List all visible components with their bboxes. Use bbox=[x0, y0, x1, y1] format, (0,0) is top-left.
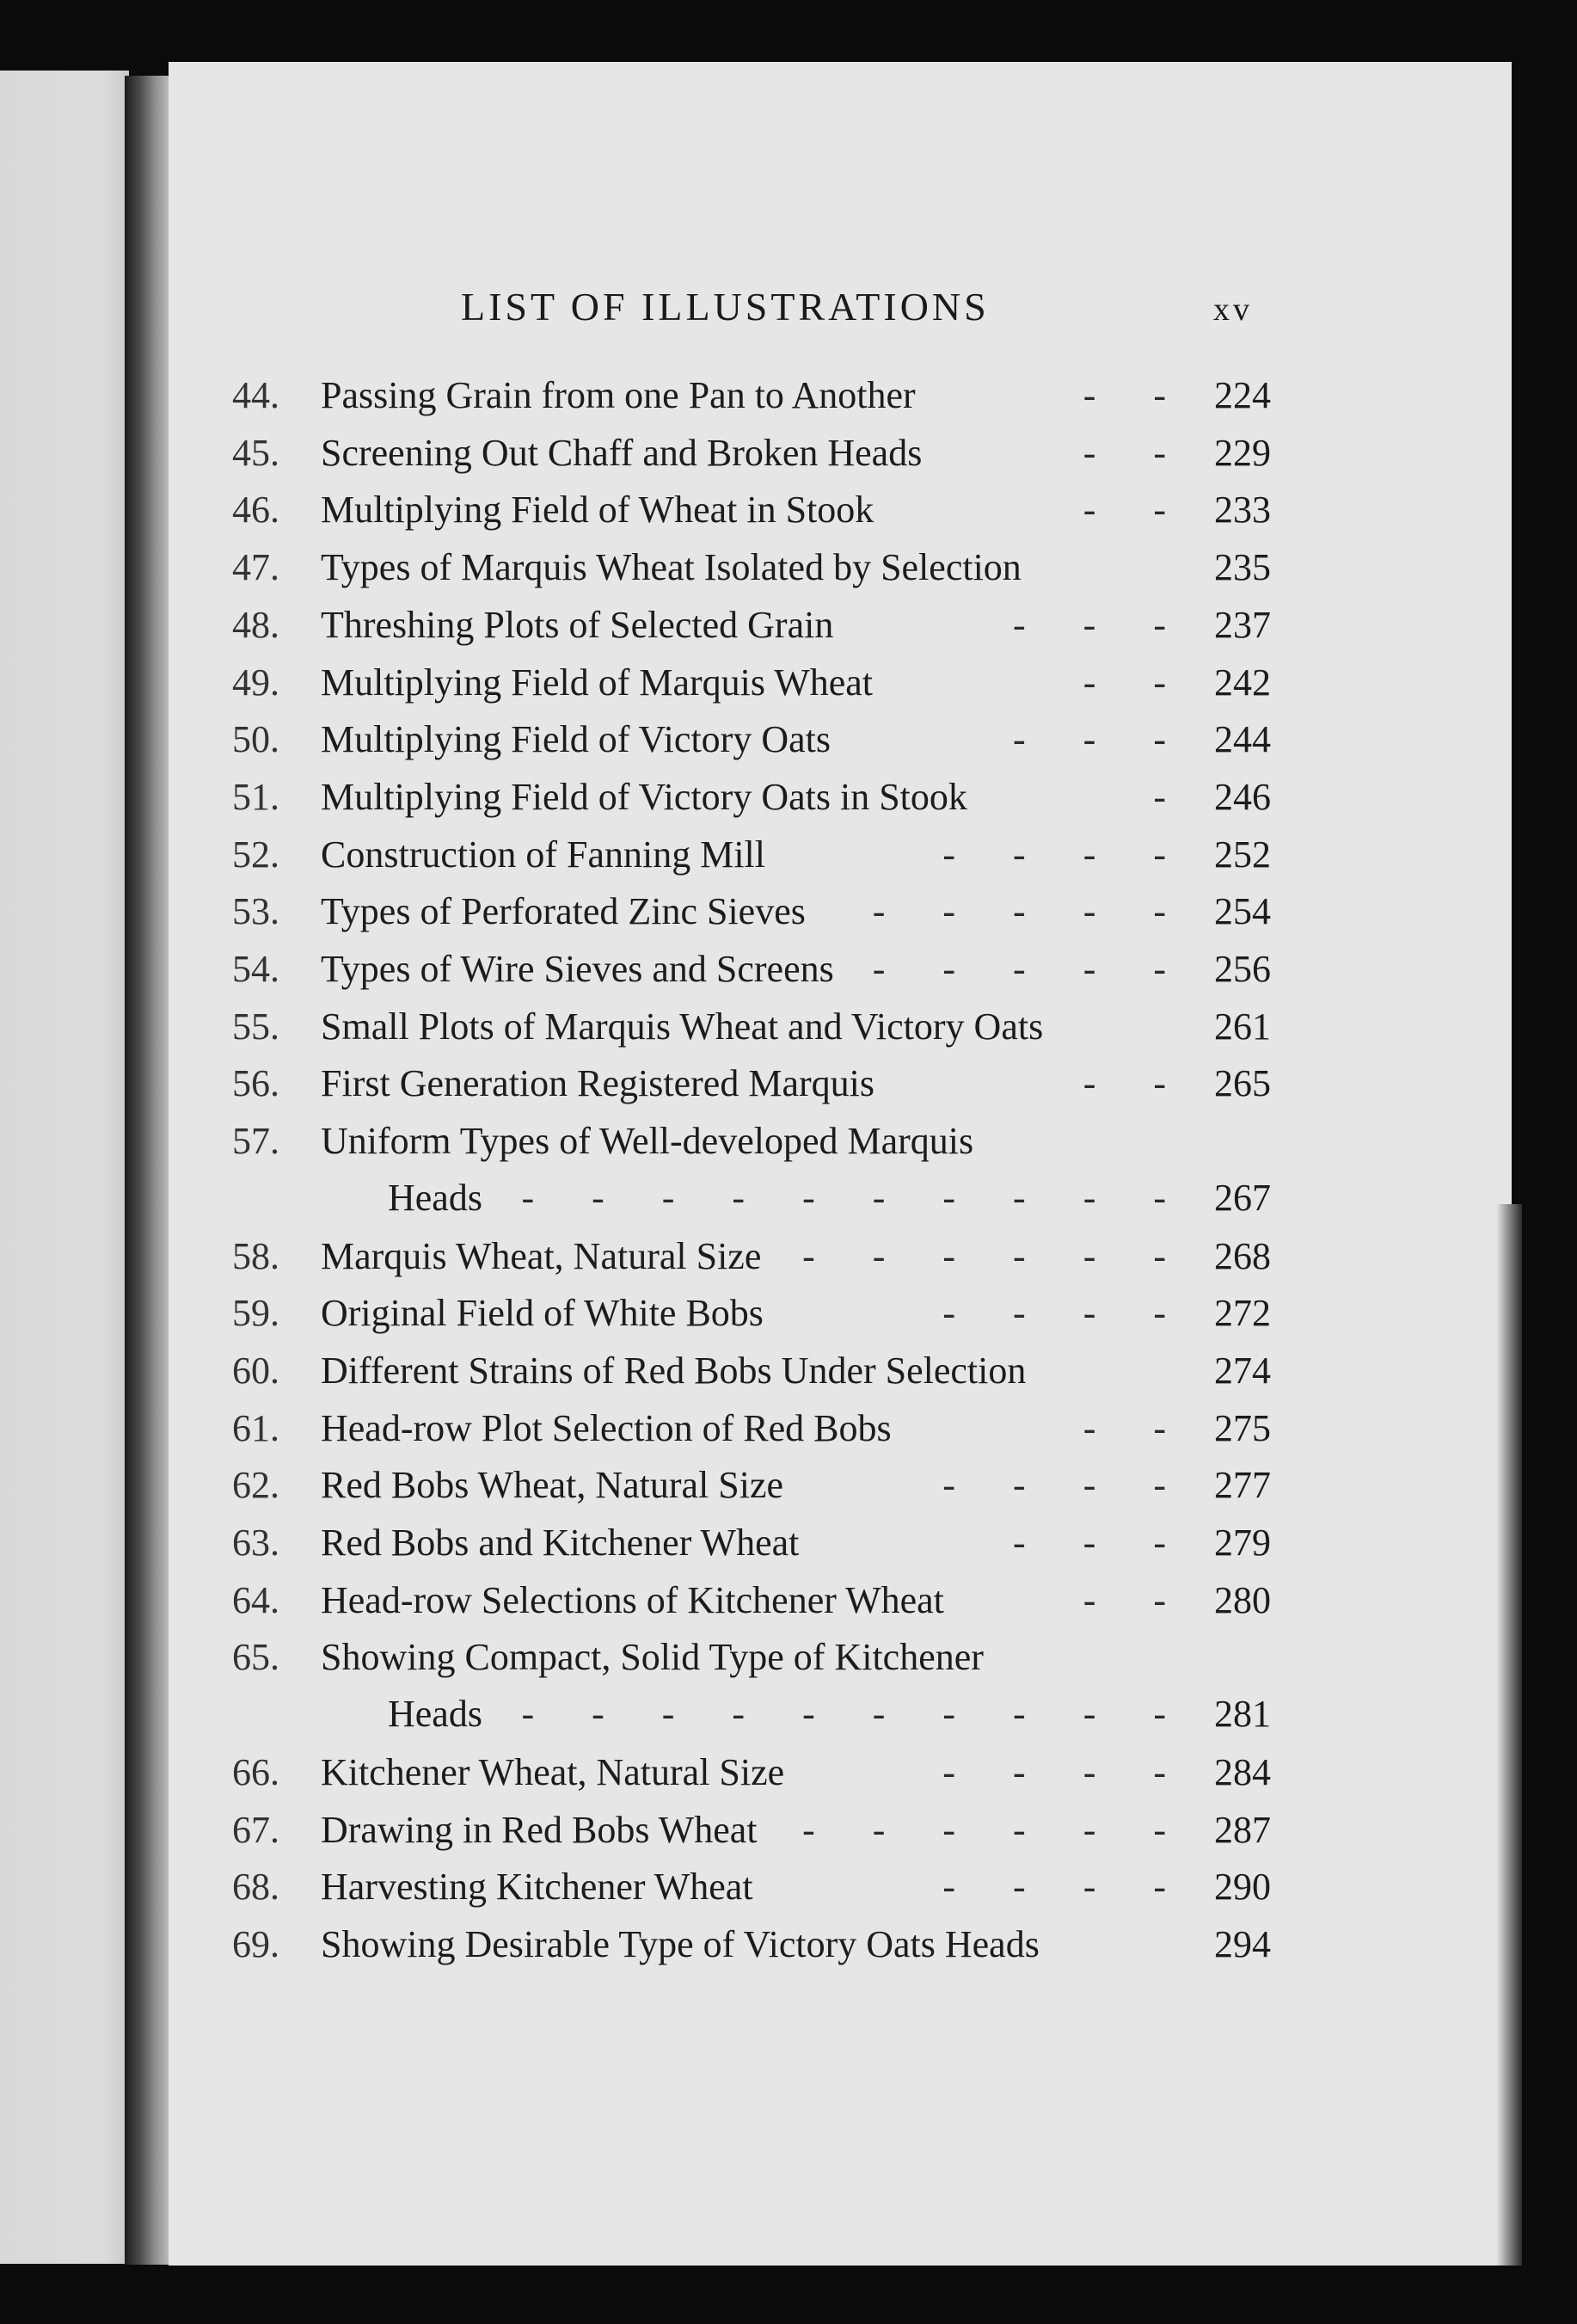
list-item bbox=[169, 1635, 1512, 1736]
list-item bbox=[169, 545, 1512, 602]
list-item bbox=[169, 1750, 1512, 1807]
dot-leader: - - - - - - bbox=[802, 1808, 1190, 1851]
page-reference: 294 bbox=[1214, 1922, 1271, 1965]
figure-title: Multiplying Field of Wheat in Stook bbox=[321, 489, 874, 532]
figure-number: 46. bbox=[232, 489, 279, 532]
page-reference: 256 bbox=[1214, 948, 1271, 990]
list-item bbox=[169, 1578, 1512, 1635]
list-item bbox=[169, 1234, 1512, 1291]
page-reference: 242 bbox=[1214, 661, 1271, 704]
list-item bbox=[169, 1291, 1512, 1348]
dot-leader: - - bbox=[1083, 661, 1190, 704]
page-reference: 267 bbox=[1214, 1177, 1271, 1220]
figure-number: 51. bbox=[232, 775, 279, 818]
list-item bbox=[169, 1005, 1512, 1061]
figure-number: 56. bbox=[232, 1062, 279, 1105]
list-item bbox=[169, 1463, 1512, 1520]
list-item bbox=[169, 661, 1512, 717]
figure-title: Drawing in Red Bobs Wheat bbox=[321, 1808, 758, 1851]
page-reference: 252 bbox=[1214, 833, 1271, 876]
figure-title: Showing Compact, Solid Type of Kitchener bbox=[321, 1636, 984, 1679]
book-page bbox=[169, 62, 1512, 2266]
figure-title: First Generation Registered Marquis bbox=[321, 1062, 874, 1105]
figure-title: Showing Desirable Type of Victory Oats Heads bbox=[321, 1922, 1040, 1965]
list-item bbox=[169, 1922, 1512, 1979]
figure-number: 54. bbox=[232, 948, 279, 990]
figure-title: Multiplying Field of Marquis Wheat bbox=[321, 661, 874, 704]
dot-leader: - - - - bbox=[942, 1292, 1190, 1335]
figure-title: Types of Wire Sieves and Screens bbox=[321, 948, 834, 990]
figure-title: Kitchener Wheat, Natural Size bbox=[321, 1750, 785, 1793]
page-reference: 233 bbox=[1214, 489, 1271, 532]
list-item bbox=[169, 1521, 1512, 1577]
dot-leader: - - - - bbox=[942, 833, 1190, 876]
figure-title: Screening Out Chaff and Broken Heads bbox=[321, 431, 923, 474]
list-item bbox=[169, 373, 1512, 430]
list-item bbox=[169, 833, 1512, 889]
figure-number: 48. bbox=[232, 603, 279, 646]
figure-title: Types of Marquis Wheat Isolated by Selection bbox=[321, 546, 1022, 589]
figure-number: 65. bbox=[232, 1636, 279, 1679]
dot-leader: - - - bbox=[1013, 603, 1190, 646]
page-title: LIST OF ILLUSTRATIONS bbox=[461, 285, 990, 329]
figure-title: Types of Perforated Zinc Sieves bbox=[321, 890, 806, 933]
list-item bbox=[169, 1349, 1512, 1405]
figure-number: 44. bbox=[232, 374, 279, 416]
page-reference: 281 bbox=[1214, 1693, 1271, 1736]
page-reference: 254 bbox=[1214, 890, 1271, 933]
list-item bbox=[169, 889, 1512, 946]
list-item bbox=[169, 488, 1512, 544]
figure-title: Construction of Fanning Mill bbox=[321, 833, 765, 876]
list-item bbox=[169, 431, 1512, 488]
facing-page-edge bbox=[0, 71, 129, 2264]
figure-number: 58. bbox=[232, 1234, 279, 1277]
dot-leader: - - - - - - bbox=[802, 1234, 1190, 1277]
figure-title: Different Strains of Red Bobs Under Selection bbox=[321, 1349, 1027, 1392]
book-gutter bbox=[125, 76, 175, 2265]
figure-number: 52. bbox=[232, 833, 279, 876]
page-number: xv bbox=[1213, 292, 1253, 328]
figure-number: 64. bbox=[232, 1578, 279, 1621]
page-reference: 277 bbox=[1214, 1464, 1271, 1507]
dot-leader: - - - - bbox=[942, 1464, 1190, 1507]
dot-leader: - - bbox=[1083, 431, 1190, 474]
figure-title: Threshing Plots of Selected Grain bbox=[321, 603, 834, 646]
dot-leader: - - bbox=[1083, 1406, 1190, 1449]
dot-leader: - - - - - bbox=[872, 948, 1190, 990]
page-reference: 275 bbox=[1214, 1406, 1271, 1449]
dot-leader: - - - - - - - - - - bbox=[521, 1693, 1190, 1736]
page-reference: 274 bbox=[1214, 1349, 1271, 1392]
figure-number: 59. bbox=[232, 1292, 279, 1335]
figure-number: 57. bbox=[232, 1120, 279, 1163]
page-reference: 287 bbox=[1214, 1808, 1271, 1851]
page-reference: 244 bbox=[1214, 718, 1271, 761]
page-reference: 290 bbox=[1214, 1866, 1271, 1909]
page-edge-shadow bbox=[1496, 1204, 1522, 2266]
page-reference: 279 bbox=[1214, 1522, 1271, 1564]
figure-number: 50. bbox=[232, 718, 279, 761]
dot-leader: - - - - - - - - - - bbox=[521, 1177, 1190, 1220]
list-item bbox=[169, 1865, 1512, 1921]
figure-title-continuation: Heads bbox=[388, 1177, 482, 1220]
figure-title-continuation: Heads bbox=[388, 1693, 482, 1736]
page-reference: 272 bbox=[1214, 1292, 1271, 1335]
list-item bbox=[169, 947, 1512, 1004]
dot-leader: - - bbox=[1083, 374, 1190, 416]
figure-title: Small Plots of Marquis Wheat and Victory Oats bbox=[321, 1005, 1044, 1048]
figure-number: 63. bbox=[232, 1522, 279, 1564]
dot-leader: - - - - bbox=[942, 1750, 1190, 1793]
page-reference: 246 bbox=[1214, 775, 1271, 818]
figure-number: 62. bbox=[232, 1464, 279, 1507]
page-reference: 237 bbox=[1214, 603, 1271, 646]
dot-leader: - - - bbox=[1013, 1522, 1190, 1564]
page-reference: 280 bbox=[1214, 1578, 1271, 1621]
figure-number: 49. bbox=[232, 661, 279, 704]
figure-number: 68. bbox=[232, 1866, 279, 1909]
list-item bbox=[169, 717, 1512, 774]
list-item bbox=[169, 775, 1512, 832]
figure-title: Harvesting Kitchener Wheat bbox=[321, 1866, 753, 1909]
figure-title: Multiplying Field of Victory Oats bbox=[321, 718, 831, 761]
figure-title: Marquis Wheat, Natural Size bbox=[321, 1234, 762, 1277]
figure-number: 47. bbox=[232, 546, 279, 589]
figure-number: 61. bbox=[232, 1406, 279, 1449]
figure-title: Multiplying Field of Victory Oats in Stook bbox=[321, 775, 967, 818]
figure-number: 69. bbox=[232, 1922, 279, 1965]
list-item bbox=[169, 603, 1512, 660]
figure-number: 66. bbox=[232, 1750, 279, 1793]
list-item bbox=[169, 1119, 1512, 1220]
page-reference: 235 bbox=[1214, 546, 1271, 589]
dot-leader: - - - bbox=[1013, 718, 1190, 761]
dot-leader: - - - - - bbox=[872, 890, 1190, 933]
list-item bbox=[169, 1061, 1512, 1118]
page-reference: 265 bbox=[1214, 1062, 1271, 1105]
list-item bbox=[169, 1406, 1512, 1463]
figure-title: Uniform Types of Well-developed Marquis bbox=[321, 1120, 974, 1163]
figure-title: Head-row Selections of Kitchener Wheat bbox=[321, 1578, 944, 1621]
figure-number: 45. bbox=[232, 431, 279, 474]
figure-title: Head-row Plot Selection of Red Bobs bbox=[321, 1406, 892, 1449]
figure-title: Red Bobs Wheat, Natural Size bbox=[321, 1464, 784, 1507]
figure-title: Red Bobs and Kitchener Wheat bbox=[321, 1522, 800, 1564]
figure-title: Passing Grain from one Pan to Another bbox=[321, 374, 916, 416]
page-reference: 284 bbox=[1214, 1750, 1271, 1793]
figure-number: 55. bbox=[232, 1005, 279, 1048]
dot-leader: - - bbox=[1083, 1578, 1190, 1621]
dot-leader: - - bbox=[1083, 1062, 1190, 1105]
figure-number: 67. bbox=[232, 1808, 279, 1851]
figure-title: Original Field of White Bobs bbox=[321, 1292, 764, 1335]
page-reference: 229 bbox=[1214, 431, 1271, 474]
dot-leader: - - bbox=[1083, 489, 1190, 532]
dot-leader: - - - - bbox=[942, 1866, 1190, 1909]
figure-number: 53. bbox=[232, 890, 279, 933]
page-reference: 268 bbox=[1214, 1234, 1271, 1277]
page-reference: 224 bbox=[1214, 374, 1271, 416]
figure-number: 60. bbox=[232, 1349, 279, 1392]
page-reference: 261 bbox=[1214, 1005, 1271, 1048]
list-item bbox=[169, 1808, 1512, 1865]
dot-leader: - bbox=[1153, 775, 1190, 818]
